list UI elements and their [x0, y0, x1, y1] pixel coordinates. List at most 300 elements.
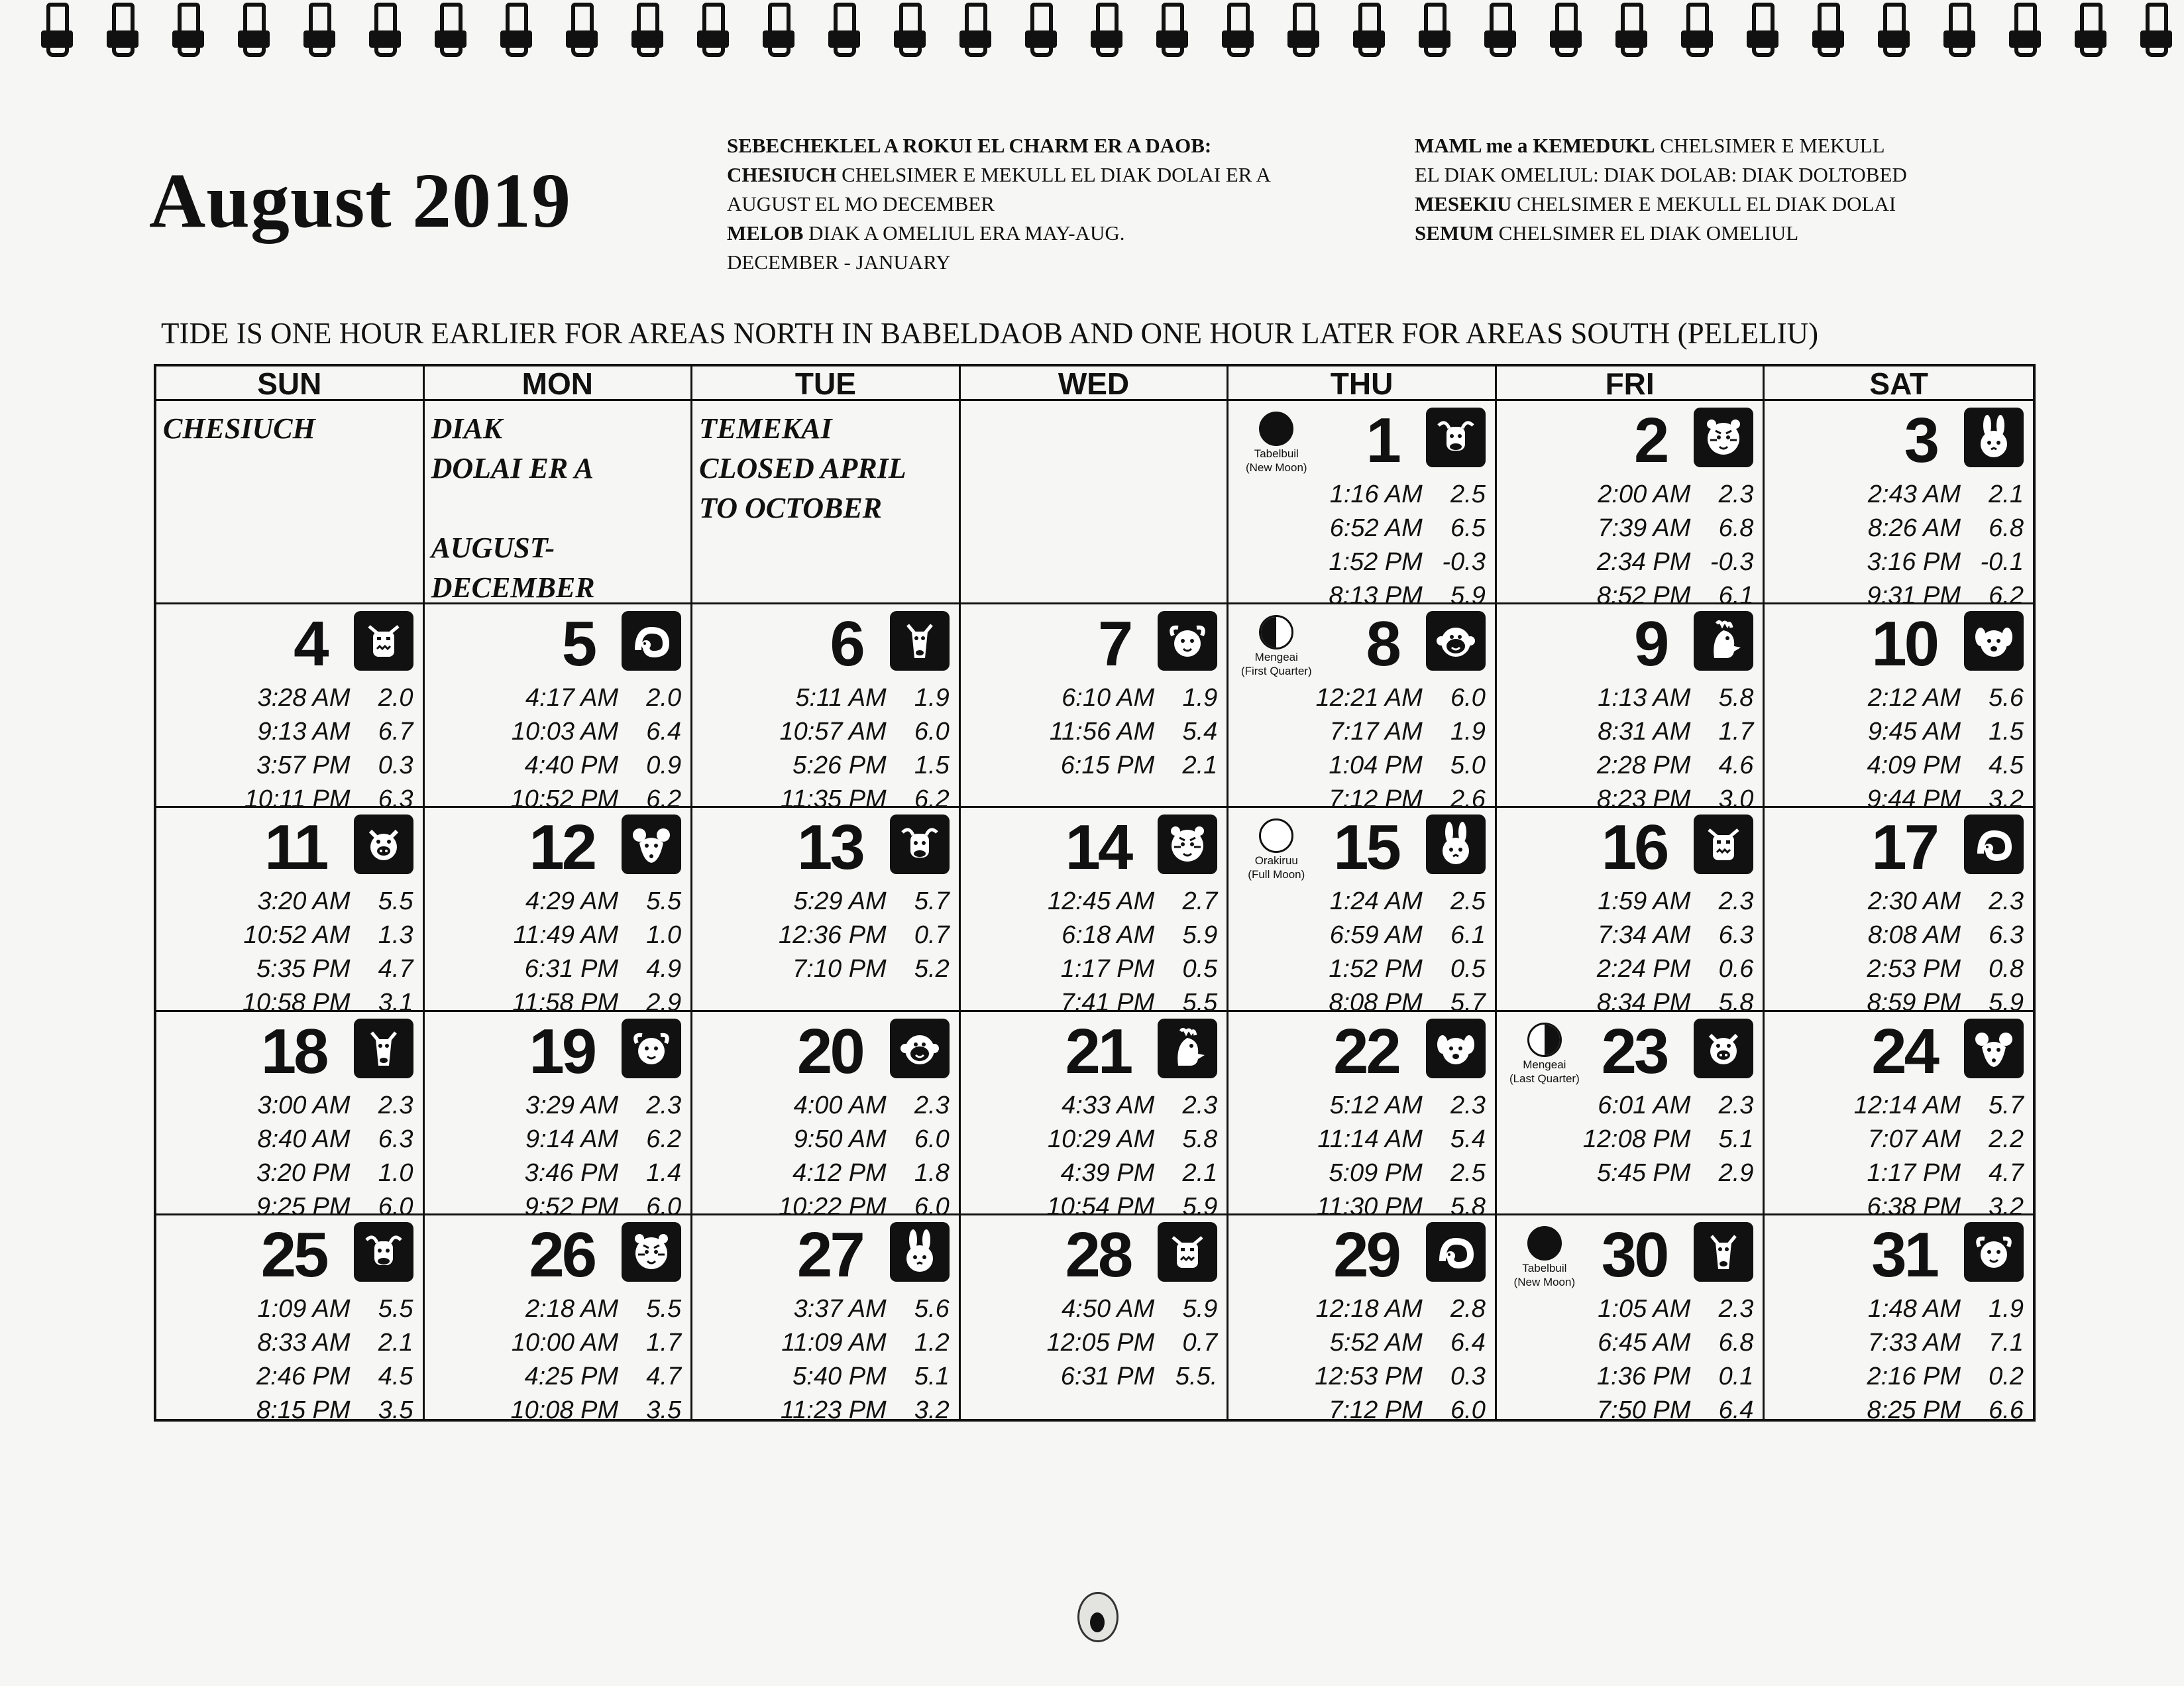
tide-time: 11:56 AM [1049, 718, 1155, 746]
moon-label: Orakiruu [1254, 854, 1298, 868]
tide-height: 5.9 [1182, 1294, 1218, 1323]
moon-label: Tabelbuil [1254, 447, 1299, 460]
day-number: 15 [1333, 812, 1399, 883]
tide-time: 1:04 PM [1329, 752, 1423, 780]
tide-row [432, 718, 682, 751]
tide-height: 2.3 [1718, 480, 1754, 508]
day-cell-22 [1228, 1012, 1497, 1221]
tide-row [1236, 684, 1486, 717]
day-cell-20 [692, 1012, 961, 1221]
tide-height: 2.5 [1450, 480, 1486, 508]
binding-loop [1621, 3, 1643, 57]
pig-icon [354, 815, 413, 874]
day-number: 30 [1601, 1219, 1667, 1290]
tide-row [164, 1125, 413, 1158]
tide-height: 1.2 [914, 1328, 950, 1357]
tide-height: 5.9 [1989, 989, 2024, 1017]
tide-height: 3.2 [1989, 785, 2024, 814]
tide-row [968, 1159, 1218, 1192]
rat-icon [622, 815, 681, 874]
tide-height: 5.7 [914, 887, 950, 916]
tide-row [700, 1295, 950, 1328]
tide-row [164, 718, 413, 751]
tide-time: 5:52 AM [1329, 1328, 1423, 1357]
tide-row [1236, 718, 1486, 751]
tide-row [1504, 480, 1754, 514]
tide-row [1504, 752, 1754, 785]
tide-height: 2.2 [1989, 1125, 2024, 1153]
tide-height: 0.3 [378, 752, 413, 780]
tide-row [700, 955, 950, 988]
tide-height: 1.9 [1450, 718, 1486, 746]
tide-time: 2:16 PM [1867, 1362, 1961, 1390]
tide-height: 5.5 [646, 1294, 682, 1323]
note-line: AUGUST- [431, 532, 555, 564]
day-cell-3 [1765, 401, 2033, 610]
tide-height: 5.8 [1450, 1192, 1486, 1221]
tide-row [968, 1329, 1218, 1362]
tide-height: 6.0 [914, 718, 950, 746]
tide-height: 1.9 [1989, 1294, 2024, 1323]
tide-time: 10:03 AM [511, 718, 619, 746]
tide-row [968, 752, 1218, 785]
tide-row [1236, 1363, 1486, 1396]
tide-row [1774, 752, 2024, 785]
day-cell-8 [1228, 604, 1497, 814]
tide-row [1236, 921, 1486, 954]
tide-height: 2.9 [646, 989, 682, 1017]
tide-time: 10:57 AM [779, 718, 887, 746]
day-cell-23 [1497, 1012, 1765, 1215]
tide-time: 5:45 PM [1596, 1158, 1691, 1187]
day-cell-15 [1228, 808, 1497, 1017]
day-number: 8 [1366, 608, 1399, 680]
tide-row [1236, 1295, 1486, 1328]
binding-loop [243, 3, 266, 57]
moon-icon [1259, 412, 1293, 446]
moon-phase-new [1505, 1226, 1584, 1288]
tide-height: 5.7 [1989, 1091, 2024, 1119]
tide-height: 1.5 [914, 752, 950, 780]
info-text: EL DIAK OMELIUL: DIAK DOLAB: DIAK DOLTOBED [1415, 163, 1907, 186]
tide-row [700, 718, 950, 751]
binding-loop [1686, 3, 1709, 57]
tide-row [1504, 1363, 1754, 1396]
tide-height: 5.4 [1182, 718, 1218, 746]
tide-height: 6.3 [378, 785, 413, 814]
tide-height: 2.7 [1182, 887, 1218, 916]
tide-row [432, 921, 682, 954]
tide-time: 6:31 PM [524, 955, 619, 984]
calendar-cell [692, 401, 961, 604]
tide-row [164, 1396, 413, 1430]
horse-icon [354, 1019, 413, 1078]
info-text: CHELSIMER EL DIAK OMELIUL [1493, 221, 1799, 245]
info-text: CHELSIMER E MEKULL EL DIAK DOLAI ER A [836, 163, 1271, 186]
tide-time: 12:36 PM [779, 921, 887, 950]
tide-time: 8:59 PM [1867, 989, 1961, 1017]
info-line [727, 160, 1271, 190]
tide-time: 1:05 AM [1598, 1294, 1691, 1323]
info-keyword: SEMUM [1415, 221, 1494, 245]
tide-height: 6.1 [1450, 921, 1486, 950]
day-number: 9 [1634, 608, 1667, 680]
tide-height: 5.6 [914, 1294, 950, 1323]
tide-row [432, 752, 682, 785]
tide-height: 6.3 [378, 1125, 413, 1153]
moon-icon [1527, 1023, 1562, 1057]
tide-row [1774, 1396, 2024, 1430]
moon-icon [1259, 818, 1293, 853]
tide-row [968, 1363, 1218, 1396]
tide-row [700, 684, 950, 717]
tide-time: 6:38 PM [1867, 1192, 1961, 1221]
tide-time: 6:52 AM [1329, 514, 1423, 542]
tide-row [1774, 1329, 2024, 1362]
tide-row [1774, 684, 2024, 717]
dragon-icon [1158, 1222, 1217, 1282]
tide-time: 1:13 AM [1598, 684, 1691, 712]
tide-time: 8:15 PM [256, 1396, 351, 1424]
calendar-cell [156, 401, 425, 604]
tide-time: 8:13 PM [1329, 582, 1423, 610]
binding-loop [1555, 3, 1578, 57]
tide-height: 4.9 [646, 955, 682, 984]
tide-time: 8:26 AM [1867, 514, 1961, 542]
tide-height: 6.0 [646, 1192, 682, 1221]
binding-loop [1424, 3, 1447, 57]
tide-time: 1:17 PM [1867, 1158, 1961, 1187]
horse-icon [890, 611, 950, 671]
tide-height: 3.2 [1989, 1192, 2024, 1221]
tide-height: 2.0 [378, 684, 413, 712]
tide-row [432, 1396, 682, 1430]
tide-height: 1.7 [646, 1328, 682, 1357]
tide-row [164, 1363, 413, 1396]
tide-height: 1.9 [1182, 684, 1218, 712]
binding-loop [1490, 3, 1512, 57]
info-line [727, 190, 1271, 219]
tide-height: 5.1 [1718, 1125, 1754, 1153]
tide-row [1504, 548, 1754, 581]
day-number: 1 [1366, 405, 1399, 476]
tide-height: 3.5 [646, 1396, 682, 1424]
calendar-grid [154, 364, 2036, 1422]
binding-loop [2014, 3, 2037, 57]
cell-note [163, 409, 315, 449]
tide-time: 10:29 AM [1048, 1125, 1155, 1153]
tiger-icon [622, 1222, 681, 1282]
tide-height: 2.5 [1450, 887, 1486, 916]
dog-icon [1964, 611, 2024, 671]
spiral-binding [0, 0, 2184, 52]
info-text: DECEMBER - JANUARY [727, 251, 951, 274]
day-number: 24 [1871, 1015, 1937, 1087]
tide-height: 0.7 [1182, 1328, 1218, 1357]
binding-loop [702, 3, 725, 57]
month-title: August 2019 [149, 157, 572, 244]
tide-height: 1.7 [1718, 718, 1754, 746]
tide-time: 10:52 PM [510, 785, 619, 814]
tide-height: 2.0 [646, 684, 682, 712]
tide-height: 1.4 [646, 1158, 682, 1187]
tide-row [432, 1329, 682, 1362]
weekday-header-mon: MON [425, 366, 693, 401]
moon-phase-full [1236, 818, 1316, 881]
tide-height: 1.0 [646, 921, 682, 950]
day-number: 16 [1601, 812, 1667, 883]
day-number: 21 [1065, 1015, 1131, 1087]
day-cell-21 [961, 1012, 1229, 1221]
day-number: 11 [264, 812, 327, 883]
tide-height: 0.2 [1989, 1362, 2024, 1390]
tide-time: 4:39 PM [1060, 1158, 1155, 1187]
note-line: TO OCTOBER [699, 492, 883, 524]
day-cell-19 [425, 1012, 693, 1221]
tide-time: 7:10 PM [792, 955, 887, 984]
day-cell-17 [1765, 808, 2033, 1017]
tide-height: 2.3 [646, 1091, 682, 1119]
tide-time: 7:39 AM [1598, 514, 1691, 542]
tide-time: 9:31 PM [1867, 582, 1961, 610]
tide-row [1774, 1295, 2024, 1328]
info-line [1415, 131, 1907, 160]
weekday-header-wed: WED [961, 366, 1229, 401]
tide-height: 5.6 [1989, 684, 2024, 712]
tide-row [432, 1092, 682, 1125]
tide-height: 4.7 [1989, 1158, 2024, 1187]
day-number: 7 [1097, 608, 1131, 680]
info-block-left [727, 131, 1271, 277]
tide-row [164, 921, 413, 954]
note-line: DOLAI ER A [431, 452, 594, 484]
tide-row [700, 1159, 950, 1192]
tide-height: 5.5 [646, 887, 682, 916]
tide-height: 5.5 [378, 1294, 413, 1323]
tide-row [1774, 1092, 2024, 1125]
tide-height: 2.9 [1718, 1158, 1754, 1187]
tide-time: 8:25 PM [1867, 1396, 1961, 1424]
goat-icon [1964, 1222, 2024, 1282]
day-number: 29 [1333, 1219, 1399, 1290]
tide-height: -0.3 [1442, 548, 1486, 576]
tide-height: 0.7 [914, 921, 950, 950]
note-line: DECEMBER [431, 571, 595, 604]
note-line: DIAK [431, 412, 503, 445]
tide-time: 6:31 PM [1060, 1362, 1155, 1390]
tide-height: 6.5 [1450, 514, 1486, 542]
binding-loop [2080, 3, 2102, 57]
info-keyword: SEBECHEKLEL A ROKUI EL CHARM ER A DAOB: [727, 134, 1212, 157]
tide-time: 10:00 AM [511, 1328, 619, 1357]
horse-icon [1694, 1222, 1753, 1282]
ox-icon [890, 815, 950, 874]
tide-height: 6.2 [646, 785, 682, 814]
tide-time: 4:17 AM [525, 684, 619, 712]
rat-icon [1964, 1019, 2024, 1078]
tide-time: 4:50 AM [1062, 1294, 1155, 1323]
binding-loop [1030, 3, 1053, 57]
note-line: CLOSED APRIL [699, 452, 906, 484]
tide-time: 2:12 AM [1867, 684, 1961, 712]
snake-icon [1426, 1222, 1486, 1282]
tide-row [700, 921, 950, 954]
dragon-icon [1694, 815, 1753, 874]
tide-time: 4:12 PM [792, 1158, 887, 1187]
tide-time: 5:35 PM [256, 955, 351, 984]
tide-time: 4:40 PM [524, 752, 619, 780]
day-number: 3 [1904, 405, 1937, 476]
ox-icon [1426, 408, 1486, 467]
tide-row [968, 684, 1218, 717]
tide-height: 3.1 [378, 989, 413, 1017]
tide-time: 8:23 PM [1596, 785, 1691, 814]
tide-time: 7:50 PM [1596, 1396, 1691, 1424]
day-cell-30 [1497, 1215, 1765, 1424]
tide-height: 1.5 [1989, 718, 2024, 746]
tide-row [968, 1092, 1218, 1125]
tide-row [1774, 1125, 2024, 1158]
dog-icon [1426, 1019, 1486, 1078]
tide-height: 5.8 [1718, 989, 1754, 1017]
tide-row [700, 1329, 950, 1362]
rooster-icon [1158, 1019, 1217, 1078]
tide-row [1774, 1159, 2024, 1192]
tide-row [700, 1396, 950, 1430]
binding-loop [1949, 3, 1971, 57]
tide-row [164, 684, 413, 717]
tide-time: 9:14 AM [525, 1125, 619, 1153]
tide-time: 3:37 AM [793, 1294, 887, 1323]
day-cell-18 [156, 1012, 425, 1221]
day-cell-10 [1765, 604, 2033, 814]
day-number: 25 [260, 1219, 327, 1290]
tide-time: 5:11 AM [795, 684, 887, 712]
tide-time: 2:24 PM [1596, 955, 1691, 984]
tide-height: 1.0 [378, 1158, 413, 1187]
binding-loop [899, 3, 922, 57]
rooster-icon [1694, 611, 1753, 671]
day-number: 18 [260, 1015, 327, 1087]
info-line [727, 248, 1271, 277]
tide-height: 6.7 [378, 718, 413, 746]
tide-row [1236, 752, 1486, 785]
tide-time: 4:00 AM [793, 1091, 887, 1119]
goat-icon [1158, 611, 1217, 671]
binding-loop [1358, 3, 1381, 57]
tide-time: 12:05 PM [1046, 1328, 1155, 1357]
tide-height: 6.0 [1450, 1396, 1486, 1424]
note-line [431, 488, 595, 528]
tide-row [1236, 887, 1486, 921]
tide-height: 1.9 [914, 684, 950, 712]
binding-loop [1162, 3, 1184, 57]
tide-row [700, 1363, 950, 1396]
info-keyword: CHESIUCH [727, 163, 837, 186]
tide-height: 2.1 [1182, 752, 1218, 780]
tide-row [1504, 1396, 1754, 1430]
tide-time: 3:00 AM [257, 1091, 351, 1119]
tide-row [432, 684, 682, 717]
monkey-icon [890, 1019, 950, 1078]
day-number: 2 [1634, 405, 1667, 476]
tide-height: 0.3 [1450, 1362, 1486, 1390]
tide-time: 8:52 PM [1596, 582, 1691, 610]
day-number: 6 [830, 608, 863, 680]
tide-height: 6.4 [1718, 1396, 1754, 1424]
weekday-header-sun: SUN [156, 366, 425, 401]
tide-row [1774, 955, 2024, 988]
tide-row [1236, 955, 1486, 988]
info-line [1415, 190, 1907, 219]
info-text: AUGUST EL MO DECEMBER [727, 192, 995, 215]
tide-height: 5.7 [1450, 989, 1486, 1017]
tide-row [1236, 548, 1486, 581]
tide-row [1504, 718, 1754, 751]
tide-row [700, 1092, 950, 1125]
tide-height: -0.1 [1980, 548, 2024, 576]
info-keyword: MAML me a KEMEDUKL [1415, 134, 1655, 157]
tide-height: 6.3 [1718, 921, 1754, 950]
tide-time: 11:14 AM [1317, 1125, 1423, 1153]
tide-time: 2:00 AM [1598, 480, 1691, 508]
tide-row [1774, 887, 2024, 921]
tide-height: 4.5 [378, 1362, 413, 1390]
tide-height: 5.8 [1182, 1125, 1218, 1153]
tide-time: 1:09 AM [257, 1294, 351, 1323]
tide-height: 2.3 [1718, 887, 1754, 916]
binding-loop [1096, 3, 1119, 57]
tide-height: 0.5 [1450, 955, 1486, 984]
tide-time: 1:16 AM [1329, 480, 1423, 508]
tide-height: 2.3 [378, 1091, 413, 1119]
tide-height: 6.0 [914, 1125, 950, 1153]
tide-time: 4:09 PM [1867, 752, 1961, 780]
moon-phase-last [1505, 1023, 1584, 1085]
day-cell-1 [1228, 401, 1497, 610]
moon-label: (New Moon) [1513, 1275, 1576, 1288]
tide-row [1504, 514, 1754, 547]
tide-time: 6:01 AM [1598, 1091, 1691, 1119]
snake-icon [622, 611, 681, 671]
tide-row [968, 921, 1218, 954]
binding-loop [1883, 3, 1906, 57]
tide-time: 3:57 PM [256, 752, 351, 780]
tide-time: 8:08 AM [1867, 921, 1961, 950]
tide-time: 1:24 AM [1329, 887, 1423, 916]
tide-time: 5:12 AM [1329, 1091, 1423, 1119]
binding-loop [1293, 3, 1315, 57]
weekday-header-fri: FRI [1497, 366, 1765, 401]
moon-phase-first [1236, 615, 1316, 677]
tide-row [968, 887, 1218, 921]
tide-note: TIDE IS ONE HOUR EARLIER FOR AREAS NORTH IN BABELDAOB AND ONE HOUR LATER FOR AREAS SOUTH (PELELIU) [161, 317, 1819, 350]
cell-note [431, 409, 595, 608]
binding-loop [178, 3, 200, 57]
day-number: 4 [294, 608, 327, 680]
tide-time: 10:22 PM [779, 1192, 887, 1221]
info-text: CHELSIMER E MEKULL [1655, 134, 1885, 157]
tide-time: 11:35 PM [780, 785, 887, 814]
tide-row [1504, 1295, 1754, 1328]
moon-label: Mengeai [1523, 1058, 1566, 1071]
binding-loop [965, 3, 987, 57]
tide-time: 10:11 PM [244, 785, 351, 814]
tide-time: 8:34 PM [1596, 989, 1691, 1017]
tide-time: 8:08 PM [1329, 989, 1423, 1017]
tide-time: 4:29 AM [525, 887, 619, 916]
tide-row [164, 887, 413, 921]
